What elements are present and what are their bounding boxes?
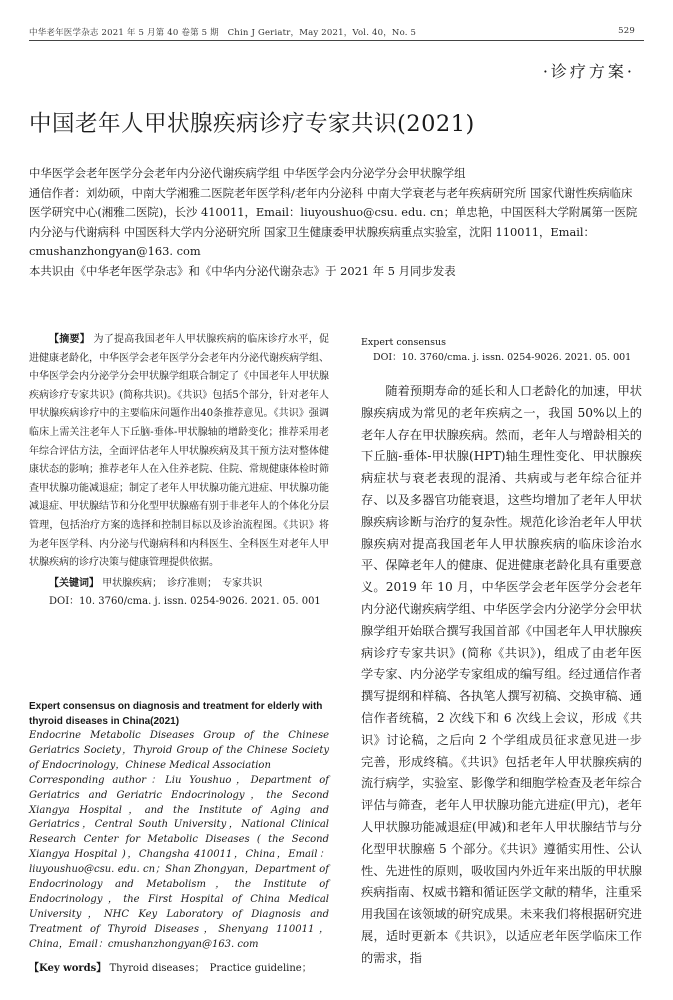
english-authors: Endocrine Metabolic Diseases Group of the Chinese Geriatrics Society，Thyroid Group of the Chinese Society of Endocrinology，Chinese Medical Association xyxy=(29,730,329,771)
keywords-label: 【关键词】 xyxy=(49,577,99,589)
body-paragraph: 随着预期寿命的延长和人口老龄化的加速，甲状腺疾病成为常见的老年疾病之一，我国 50%以上的老年人存在甲状腺疾病。然而，老年人与增龄相关的下丘脑-垂体-甲状腺(HPT)轴生理性变化、甲状腺疾病症状与衰老表现的混淆、共病或与老年综合征并存、以及多器官功能衰退，这些均增加了老年人甲状腺疾病诊断与治疗的复杂性。规范化诊治老年人甲状腺疾病对提高我国老年人甲状腺疾病的临床诊治水平、保障老年人的健康、促进健康老龄化具有重要意义。2019 年 10 月，中华医学会老年医学分会老年内分泌代谢疾病学组、中华医学会内分泌学分会甲状腺学组开始联合撰写我国首部《中国老年人甲状腺疾病诊疗专家共识》(简称《共识》)，组成了由老年医学专家、内分泌学专家组成的编写组。经过通信作者撰写提纲和样稿、各执笔人撰写初稿、交换审稿、通信作者统稿，2 次线下和 6 次线上会议，形成《共识》讨论稿，之后向 2 个学组成员征求意见进一步完善，形成终稿。《共识》包括老年人甲状腺疾病的流行病学，实验室、影像学和细胞学检查及老年综合评估与筛查，老年人甲状腺功能亢进症(甲亢)，老年人甲状腺功能减退症(甲减)和老年人甲状腺结节与分化型甲状腺癌 5 个部分。《共识》遵循实用性、公认性、先进性的原则，吸收国内外近年来出版的甲状腺疾病指南、权威书籍和循证医学文献的精华，注重采用我国在该领域的研究成果。未来我们将根据研究进展，适时更新本《共识》，以适应老年医学临床工作的需求，指 xyxy=(361,384,642,965)
english-title: Expert consensus on diagnosis and treatment for elderly with thyroid diseases in China(2021) xyxy=(29,701,323,727)
publication-note: 本共识由《中华老年医学杂志》和《中华内分泌代谢杂志》于 2021 年 5 月同步发表 xyxy=(29,263,456,278)
article-title: 中国老年人甲状腺疾病诊疗专家共识(2021) xyxy=(29,111,475,137)
expert-consensus-line: Expert consensus xyxy=(361,337,447,348)
abstract-label: 【摘要】 xyxy=(49,334,91,345)
doi-cn: DOI：10. 3760/cma. j. issn. 0254-9026. 2021. 05. 001 xyxy=(49,596,321,608)
author-orgs: 中华医学会老年医学分会老年内分泌代谢疾病学组 中华医学会内分泌学分会甲状腺学组 xyxy=(29,166,466,180)
body-text-column xyxy=(361,381,642,970)
right-column-header xyxy=(361,335,643,365)
english-keywords-label: 【Key words】 xyxy=(29,963,107,974)
doi-right: DOI：10. 3760/cma. j. issn. 0254-9026. 2021. 05. 001 xyxy=(373,352,632,363)
corresponding-info: 通信作者：刘幼硕，中南大学湘雅二医院老年医学科/老年内分泌科 中南大学衰老与老年疾病研究所 国家代谢性疾病临床医学研究中心(湘雅二医院)，长沙 410011，Email：liuyoushuo@csu. edu. cn；单忠艳，中国医科大学附属第一医院内分泌与代谢病科 中国医科大学内分泌研究所 国家卫生健康委甲状腺疾病重点实验室，沈阳 110011，Email：cmushanzhongyan@163. com xyxy=(29,185,638,258)
abstract-text: 为了提高我国老年人甲状腺疾病的临床诊疗水平，促进健康老龄化，中华医学会老年医学分会老年内分泌代谢疾病学组、中华医学会内分泌学分会甲状腺学组联合制定了《中国老年人甲状腺疾病诊疗专家共识》(简称共识)。《共识》包括5个部分，针对老年人甲状腺疾病诊疗中的主要临床问题作出40条推荐意见。《共识》强调临床上需关注老年人下丘脑-垂体-甲状腺轴的增龄变化；推荐采用老年综合评估方法，全面评估老年人甲状腺疾病及其干预方法对整体健康状态的影响；推荐老年人在入住养老院、住院、常规健康体检时筛查甲状腺功能减退症；制定了老年人甲状腺功能亢进症、甲状腺功能减退症、甲状腺结节和分化型甲状腺癌有别于非老年人的个体化分层管理，包括治疗方案的选择和控制目标以及诊治流程图。《共识》将为老年医学科、内分泌与代谢病科和内科医生、全科医生对老年人甲状腺疾病的诊疗决策与健康管理提供依据。 xyxy=(29,334,330,569)
abstract-cn xyxy=(29,331,329,612)
english-keywords xyxy=(29,959,329,974)
author-block xyxy=(29,164,641,281)
english-corresponding: Corresponding author：Liu Youshuo，Department of Geriatrics and Geriatric Endocrinology，the Second Xiangya Hospital，and the Institute of Aging and Geriatrics，Central South University，National Clinical Research Center for Metabolic Diseases ( the Second Xiangya Hospital )，Changsha 410011，China，Email：liuyoushuo@csu. edu. cn；Shan Zhongyan，Department of Endocrinology and Metabolism，the Institute of Endocrinology，the First Hospital of China Medical University，NHC Key Laboratory of Diagnosis and Treatment of Thyroid Diseases，Shenyang 110011，China，Email：cmushanzhongyan@163. com xyxy=(29,774,329,950)
running-header: 中华老年医学杂志 2021 年 5 月第 40 卷第 5 期 Chin J Geriatr，May 2021，Vol. 40，No. 5 xyxy=(29,28,417,38)
english-authors-block xyxy=(29,729,329,953)
english-keywords-text: Thyroid diseases； Practice guideline； xyxy=(109,963,312,974)
section-label: ·诊疗方案· xyxy=(542,62,635,81)
keywords: 甲状腺疾病； 诊疗准则； 专家共识 xyxy=(102,577,263,589)
header-rule xyxy=(29,40,644,41)
page-number: 529 xyxy=(618,26,635,36)
